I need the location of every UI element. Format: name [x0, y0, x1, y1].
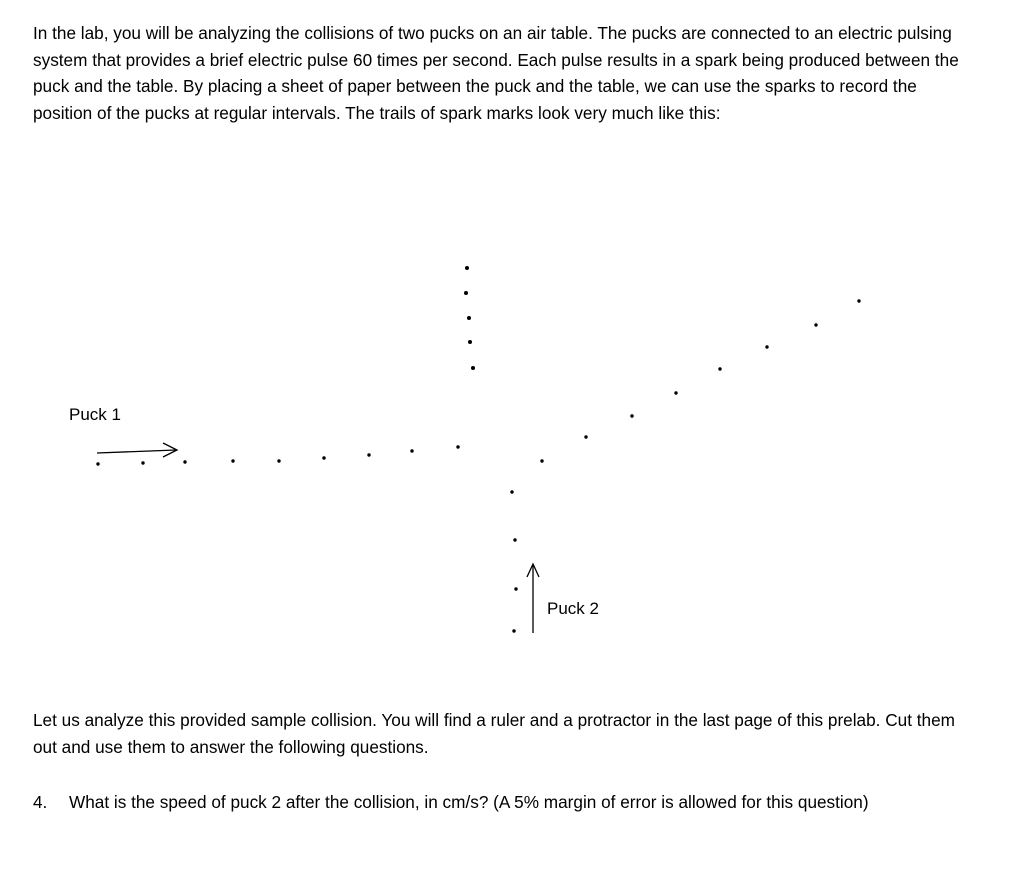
puck2-incoming-spark	[512, 629, 515, 632]
puck1-outgoing-spark	[765, 345, 768, 348]
spark-trail-diagram	[30, 210, 970, 670]
intro-paragraph: In the lab, you will be analyzing the collisions of two pucks on an air table. The pucks are connected to an electric pulsing system that provides a brief electric pulse 60 times per second. Each pulse results in a spark being produced between the puck and the table. By placing a sheet of paper between the puck and the table, we can use the sparks to record the position of the pucks at regular intervals. The trails of spark marks look very much like this:	[33, 23, 959, 123]
spark-marks	[96, 266, 860, 633]
puck1-incoming-spark	[456, 445, 459, 448]
analysis-paragraph: Let us analyze this provided sample collision. You will find a ruler and a protractor in the last page of this prelab. Cut them out and use them to answer the following questions.	[33, 710, 955, 757]
puck2-outgoing-spark	[471, 366, 475, 370]
puck1-outgoing-spark	[540, 459, 543, 462]
question-text: What is the speed of puck 2 after the collision, in cm/s? (A 5% margin of error is allowed for this question)	[69, 792, 869, 812]
puck2-outgoing-spark	[468, 340, 472, 344]
puck1-outgoing-spark	[584, 435, 587, 438]
question-number: 4.	[33, 792, 48, 812]
puck2-outgoing-spark	[465, 266, 469, 270]
puck2-incoming-spark	[513, 538, 516, 541]
puck1-outgoing-spark	[718, 367, 721, 370]
puck1-label: Puck 1	[69, 405, 121, 424]
puck1-incoming-spark	[141, 461, 144, 464]
puck1-incoming-spark	[367, 453, 370, 456]
puck1-outgoing-spark	[630, 414, 633, 417]
puck2-outgoing-spark	[467, 316, 471, 320]
puck1-incoming-spark	[231, 459, 234, 462]
puck1-incoming-spark	[96, 462, 99, 465]
puck2-label: Puck 2	[547, 599, 599, 618]
puck1-outgoing-spark	[857, 299, 860, 302]
puck2-incoming-spark	[510, 490, 513, 493]
puck1-incoming-spark	[410, 449, 413, 452]
puck1-incoming-spark	[277, 459, 280, 462]
puck1-incoming-spark	[183, 460, 186, 463]
puck1-outgoing-spark	[674, 391, 677, 394]
puck1-outgoing-spark	[814, 323, 817, 326]
puck2-arrow	[527, 564, 539, 633]
puck1-incoming-spark	[322, 456, 325, 459]
puck2-incoming-spark	[514, 587, 517, 590]
puck1-arrow	[97, 443, 177, 457]
spark-trail-figure	[30, 210, 970, 670]
puck2-outgoing-spark	[464, 291, 468, 295]
